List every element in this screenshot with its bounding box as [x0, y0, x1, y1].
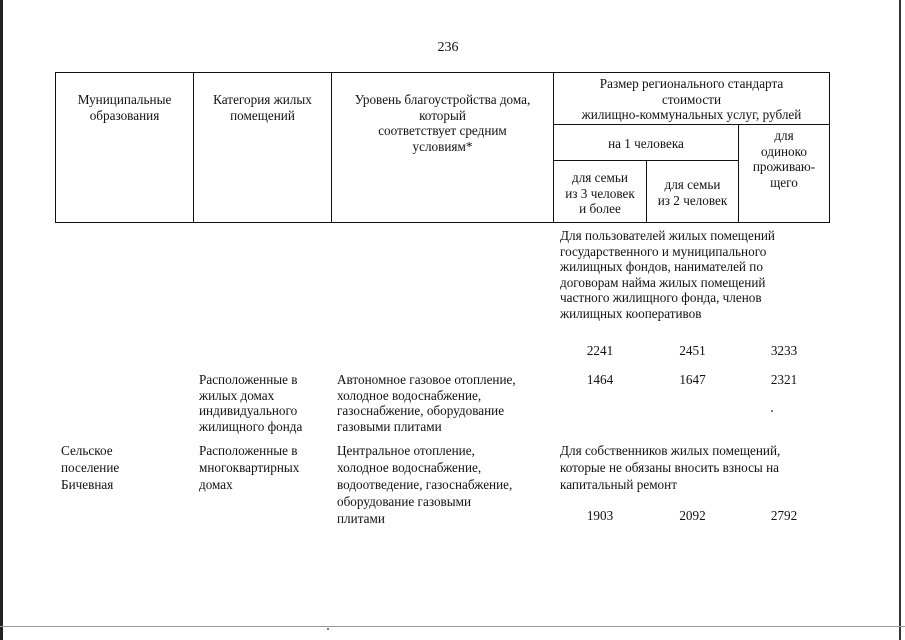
category-line: Расположенные в — [199, 372, 298, 387]
level-autonomous-gas — [337, 372, 516, 434]
header-col-line-6 — [829, 72, 830, 223]
users-note-line: жилищных фондов, нанимателей по — [560, 259, 763, 274]
municipality-line: Сельское — [61, 443, 113, 458]
header-level-line: соответствует средним — [378, 123, 507, 138]
level-central-heating — [337, 442, 512, 527]
header-level — [332, 92, 553, 154]
owners-note-line: капитальный ремонт — [560, 477, 677, 492]
level-line: оборудование газовыми — [337, 494, 472, 509]
page-number: 236 — [437, 40, 459, 55]
header-per-person: на 1 человека — [608, 136, 684, 151]
category-apartment — [199, 442, 299, 493]
header-single-line: одиноко — [761, 143, 807, 159]
header-family-3 — [554, 170, 646, 217]
category-line: жилищного фонда — [199, 418, 303, 434]
category-individual — [199, 372, 302, 434]
header-municipalities — [56, 92, 193, 123]
scan-edge-right — [899, 0, 901, 640]
owners-note-line: Для собственников жилых помещений, — [560, 443, 781, 458]
header-family-3-line: для семьи — [572, 170, 628, 185]
owners-note — [560, 442, 780, 493]
scan-edge-bottom — [0, 626, 905, 627]
value-cell: 1647 — [679, 372, 706, 387]
level-line: Автономное газовое отопление, — [337, 372, 516, 387]
level-line: холодное водоснабжение, — [337, 460, 482, 475]
municipality-bichevnaya — [61, 442, 119, 493]
municipality-line: поселение — [61, 460, 120, 475]
value-cell: 2241 — [586, 343, 614, 358]
header-level-line: который — [419, 107, 466, 123]
header-category-line: Категория жилых — [213, 92, 312, 107]
users-note-line: жилищных кооперативов — [560, 305, 702, 321]
value-cell: 2451 — [679, 343, 706, 358]
header-municipalities-line: Муниципальные — [77, 92, 172, 107]
users-note-line: Для пользователей жилых помещений — [560, 228, 775, 243]
header-standard-line: стоимости — [661, 91, 722, 107]
header-standard-size — [554, 76, 829, 123]
level-line: водоотведение, газоснабжение, — [337, 477, 513, 492]
users-note-line: частного жилищного фонда, членов — [560, 290, 762, 305]
header-category-line: помещений — [230, 107, 295, 123]
users-note-line: государственного и муниципального — [560, 243, 767, 259]
scan-edge-left — [0, 0, 3, 640]
value-cell: 1903 — [586, 508, 614, 523]
header-category — [194, 92, 331, 123]
owners-note-line: которые не обязаны вносить взносы на — [560, 460, 779, 475]
value-cell: 2792 — [770, 508, 798, 523]
header-single-line: для — [774, 128, 794, 143]
header-single-line: проживаю- — [752, 159, 816, 174]
category-line: индивидуального — [199, 403, 298, 418]
value-cell: 2321 — [770, 372, 798, 387]
scan-speck — [327, 628, 329, 630]
users-note — [560, 228, 775, 321]
category-line: многоквартирных — [199, 460, 300, 475]
header-divider-1 — [553, 124, 830, 125]
header-family-2 — [647, 177, 738, 208]
category-line: домах — [199, 477, 233, 492]
value-cell: 1464 — [586, 372, 614, 387]
municipality-line: Бичевная — [61, 477, 114, 492]
category-line: Расположенные в — [199, 443, 298, 458]
value-cell: 3233 — [770, 343, 798, 358]
header-bottom-border — [55, 222, 830, 223]
level-line: газоснабжение, оборудование — [337, 403, 505, 418]
level-line: плитами — [337, 511, 385, 526]
header-level-line: условиям* — [412, 138, 473, 154]
level-line: газовыми плитами — [337, 418, 442, 434]
level-line: Центральное отопление, — [337, 443, 475, 458]
header-municipalities-line: образования — [89, 107, 160, 123]
header-family-2-line: для семьи — [664, 177, 721, 192]
header-family-2-line: из 2 человек — [657, 192, 728, 208]
header-standard-line: Размер регионального стандарта — [599, 76, 784, 91]
category-line: жилых домах — [199, 387, 275, 403]
header-standard-line: жилищно-коммунальных услуг, рублей — [581, 107, 802, 122]
header-single-line: щего — [770, 174, 798, 190]
header-single — [739, 128, 829, 190]
level-line: холодное водоснабжение, — [337, 387, 482, 403]
value-cell: 2092 — [679, 508, 706, 523]
header-level-line: Уровень благоустройства дома, — [354, 92, 531, 107]
table-top-border — [55, 72, 830, 73]
header-family-3-line: из 3 человек — [565, 185, 635, 201]
users-note-line: договорам найма жилых помещений — [560, 274, 766, 290]
header-family-3-line: и более — [579, 201, 621, 216]
scan-speck — [771, 410, 773, 412]
